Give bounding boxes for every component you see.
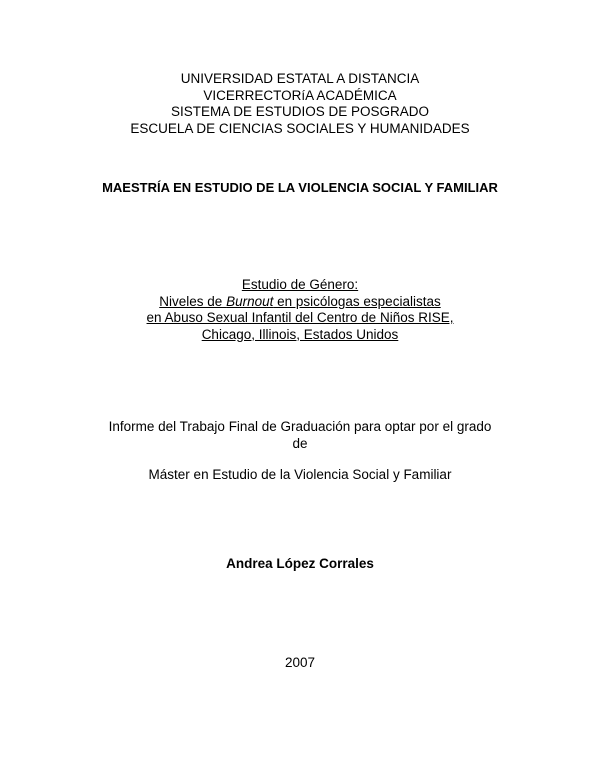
study-title-line-2: Niveles de Burnout en psicólogas especialistas (159, 293, 441, 309)
report-line-1: Informe del Trabajo Final de Graduación para optar por el grado (108, 419, 492, 434)
graduate-system: SISTEMA DE ESTUDIOS DE POSGRADO (170, 104, 430, 119)
year: 2007 (284, 655, 316, 670)
degree-name: Máster en Estudio de la Violencia Social y Familiar (148, 467, 452, 482)
vice-rectorate: VICERRECTORíA ACADÉMICA (203, 87, 397, 103)
author-name: Andrea López Corrales (226, 556, 374, 571)
study-title (0, 277, 600, 343)
study-title-line-3: en Abuso Sexual Infantil del Centro de Niños RISE, (146, 310, 454, 325)
report-description (0, 419, 600, 452)
study-title-line-4: Chicago, Illinois, Estados Unidos (201, 326, 399, 342)
program-title: MAESTRÍA EN ESTUDIO DE LA VIOLENCIA SOCIAL Y FAMILIAR (102, 180, 498, 195)
report-line-2: de (292, 435, 308, 451)
school-name: ESCUELA DE CIENCIAS SOCIALES Y HUMANIDADES (130, 120, 470, 136)
university-name: UNIVERSIDAD ESTATAL A DISTANCIA (180, 71, 420, 86)
burnout-term: Burnout (226, 293, 274, 309)
institution-header (0, 71, 600, 137)
study-heading: Estudio de Género: (241, 277, 359, 292)
